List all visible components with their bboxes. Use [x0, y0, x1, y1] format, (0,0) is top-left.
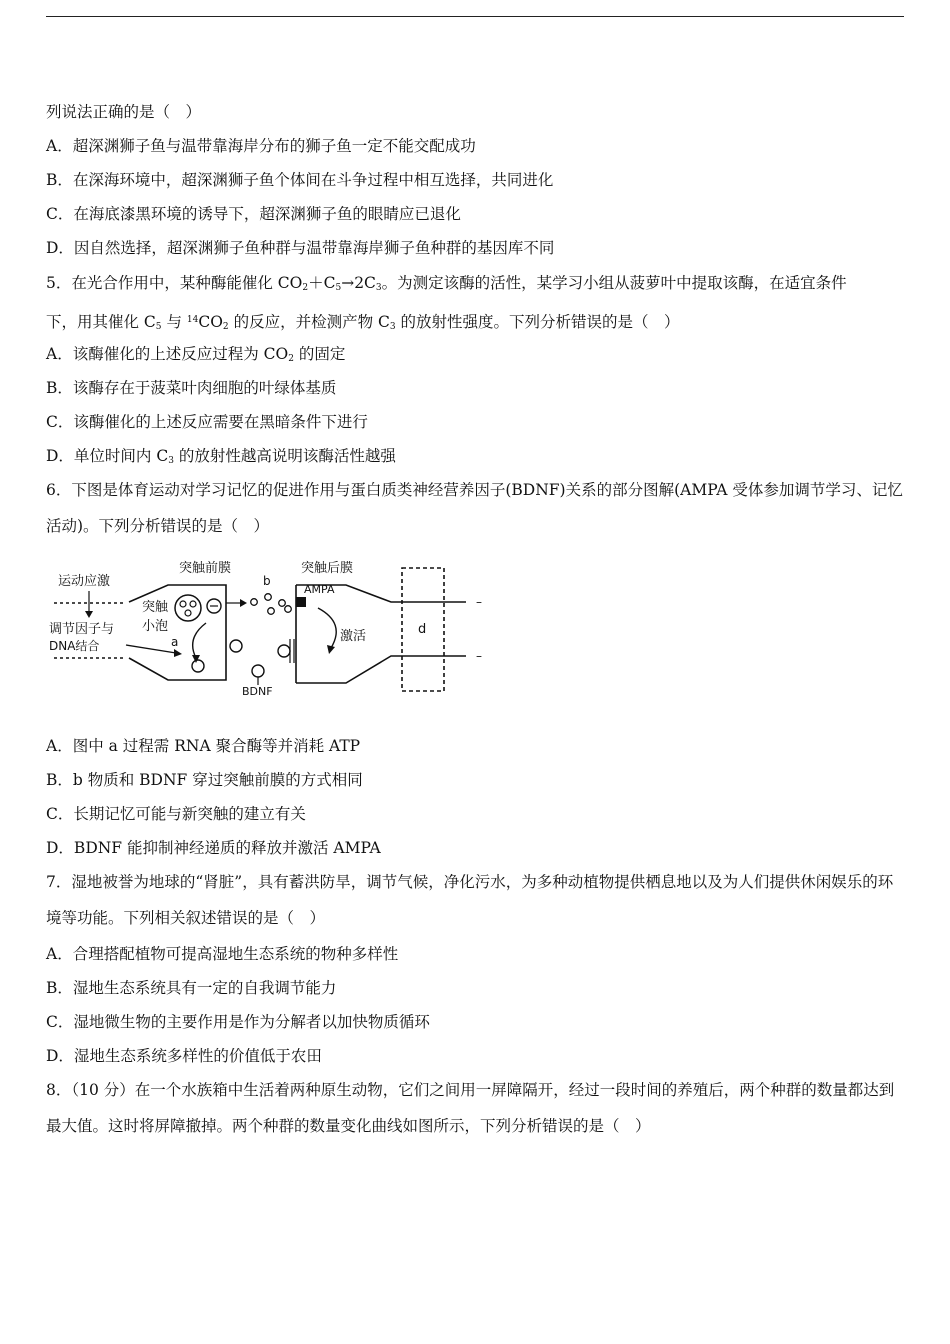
q5-option-c: C．该酶催化的上述反应需要在黑暗条件下进行: [46, 413, 368, 431]
q5-option-d: D．单位时间内 $C_3$ 的放射性越高说明该酶活性越强: [46, 447, 396, 466]
label-vesicle-2: 小泡: [142, 619, 169, 634]
label-minus-top: –: [476, 595, 482, 609]
label-regulatory-factor-1: 调节因子与: [49, 622, 115, 637]
synapse-diagram: [46, 553, 496, 698]
q8-stem: 8．（10 分）在一个水族箱中生活着两种原生动物，它们之间用一屏障隔开，经过一段时间的养殖后，两个种群的数量都达到最大值。这时将屏障撤掉。两个种群的数量变化曲线如图所示，下列分析错误的是（ ）: [46, 1081, 895, 1135]
q6-option-d: D．BDNF 能抑制神经递质的释放并激活 AMPA: [46, 839, 381, 857]
label-ampa: AMPA: [304, 583, 335, 596]
q4-option-a: A．超深渊狮子鱼与温带靠海岸分布的狮子鱼一定不能交配成功: [46, 137, 476, 155]
q7-option-a: A．合理搭配植物可提高湿地生态系统的物种多样性: [46, 945, 399, 963]
q5-stem-line1: 5．在光合作用中，某种酶能催化 $CO_2+C_5\to 2C_3$。为测定该酶的活性，某学习小组从菠萝叶中提取该酶，在适宜条件: [46, 274, 847, 293]
label-exercise-stress: 运动应激: [58, 574, 111, 589]
label-postsynaptic-membrane: 突触后膜: [301, 561, 354, 576]
q6-stem: 6．下图是体育运动对学习记忆的促进作用与蛋白质类神经营养因子(BDNF)关系的部分图解(AMPA 受体参加调节学习、记忆活动)。下列分析错误的是（ ）: [46, 481, 903, 535]
label-d: d: [418, 622, 427, 637]
q7-stem: 7．湿地被誉为地球的“肾脏”，具有蓄洪防旱，调节气候，净化污水，为多种动植物提供栖息地以及为人们提供休闲娱乐的环境等功能。下列相关叙述错误的是（ ）: [46, 873, 894, 927]
q4-stem-tail: 列说法正确的是（ ）: [46, 103, 202, 121]
q5-stem-line2: 下，用其催化 $C_5$ 与 $^{14}CO_2$ 的反应，并检测产物 $C_3$ 的放射性强度。下列分析错误的是（ ）: [46, 313, 680, 332]
label-b: b: [263, 574, 271, 588]
q5-option-a: A．该酶催化的上述反应过程为 $CO_2$ 的固定: [46, 345, 346, 364]
header-rule: [46, 16, 904, 17]
label-vesicle-1: 突触: [142, 600, 169, 615]
q6-option-c: C．长期记忆可能与新突触的建立有关: [46, 805, 306, 823]
q7-option-d: D．湿地生态系统多样性的价值低于农田: [46, 1047, 322, 1065]
q6-option-a: A．图中 a 过程需 RNA 聚合酶等并消耗 ATP: [46, 737, 361, 755]
q4-option-c: C．在海底漆黑环境的诱导下，超深渊狮子鱼的眼睛应已退化: [46, 205, 461, 223]
q4-option-b: B．在深海环境中，超深渊狮子鱼个体间在斗争过程中相互选择，共同进化: [46, 171, 554, 189]
label-activate: 激活: [340, 629, 367, 644]
q7-option-c: C．湿地微生物的主要作用是作为分解者以加快物质循环: [46, 1013, 430, 1031]
q6-option-b: B．b 物质和 BDNF 穿过突触前膜的方式相同: [46, 771, 363, 789]
q5-option-b: B．该酶存在于菠菜叶肉细胞的叶绿体基质: [46, 379, 337, 397]
postsynaptic-membrane-bottom: [296, 656, 466, 683]
label-bdnf: BDNF: [242, 685, 273, 698]
label-minus-bottom: –: [476, 649, 482, 663]
q7-option-b: B．湿地生态系统具有一定的自我调节能力: [46, 979, 337, 997]
label-a: a: [171, 635, 179, 649]
label-regulatory-factor-2: DNA结合: [49, 639, 100, 653]
label-presynaptic-membrane: 突触前膜: [179, 561, 232, 576]
q4-option-d: D．因自然选择，超深渊狮子鱼种群与温带靠海岸狮子鱼种群的基因库不同: [46, 239, 555, 257]
